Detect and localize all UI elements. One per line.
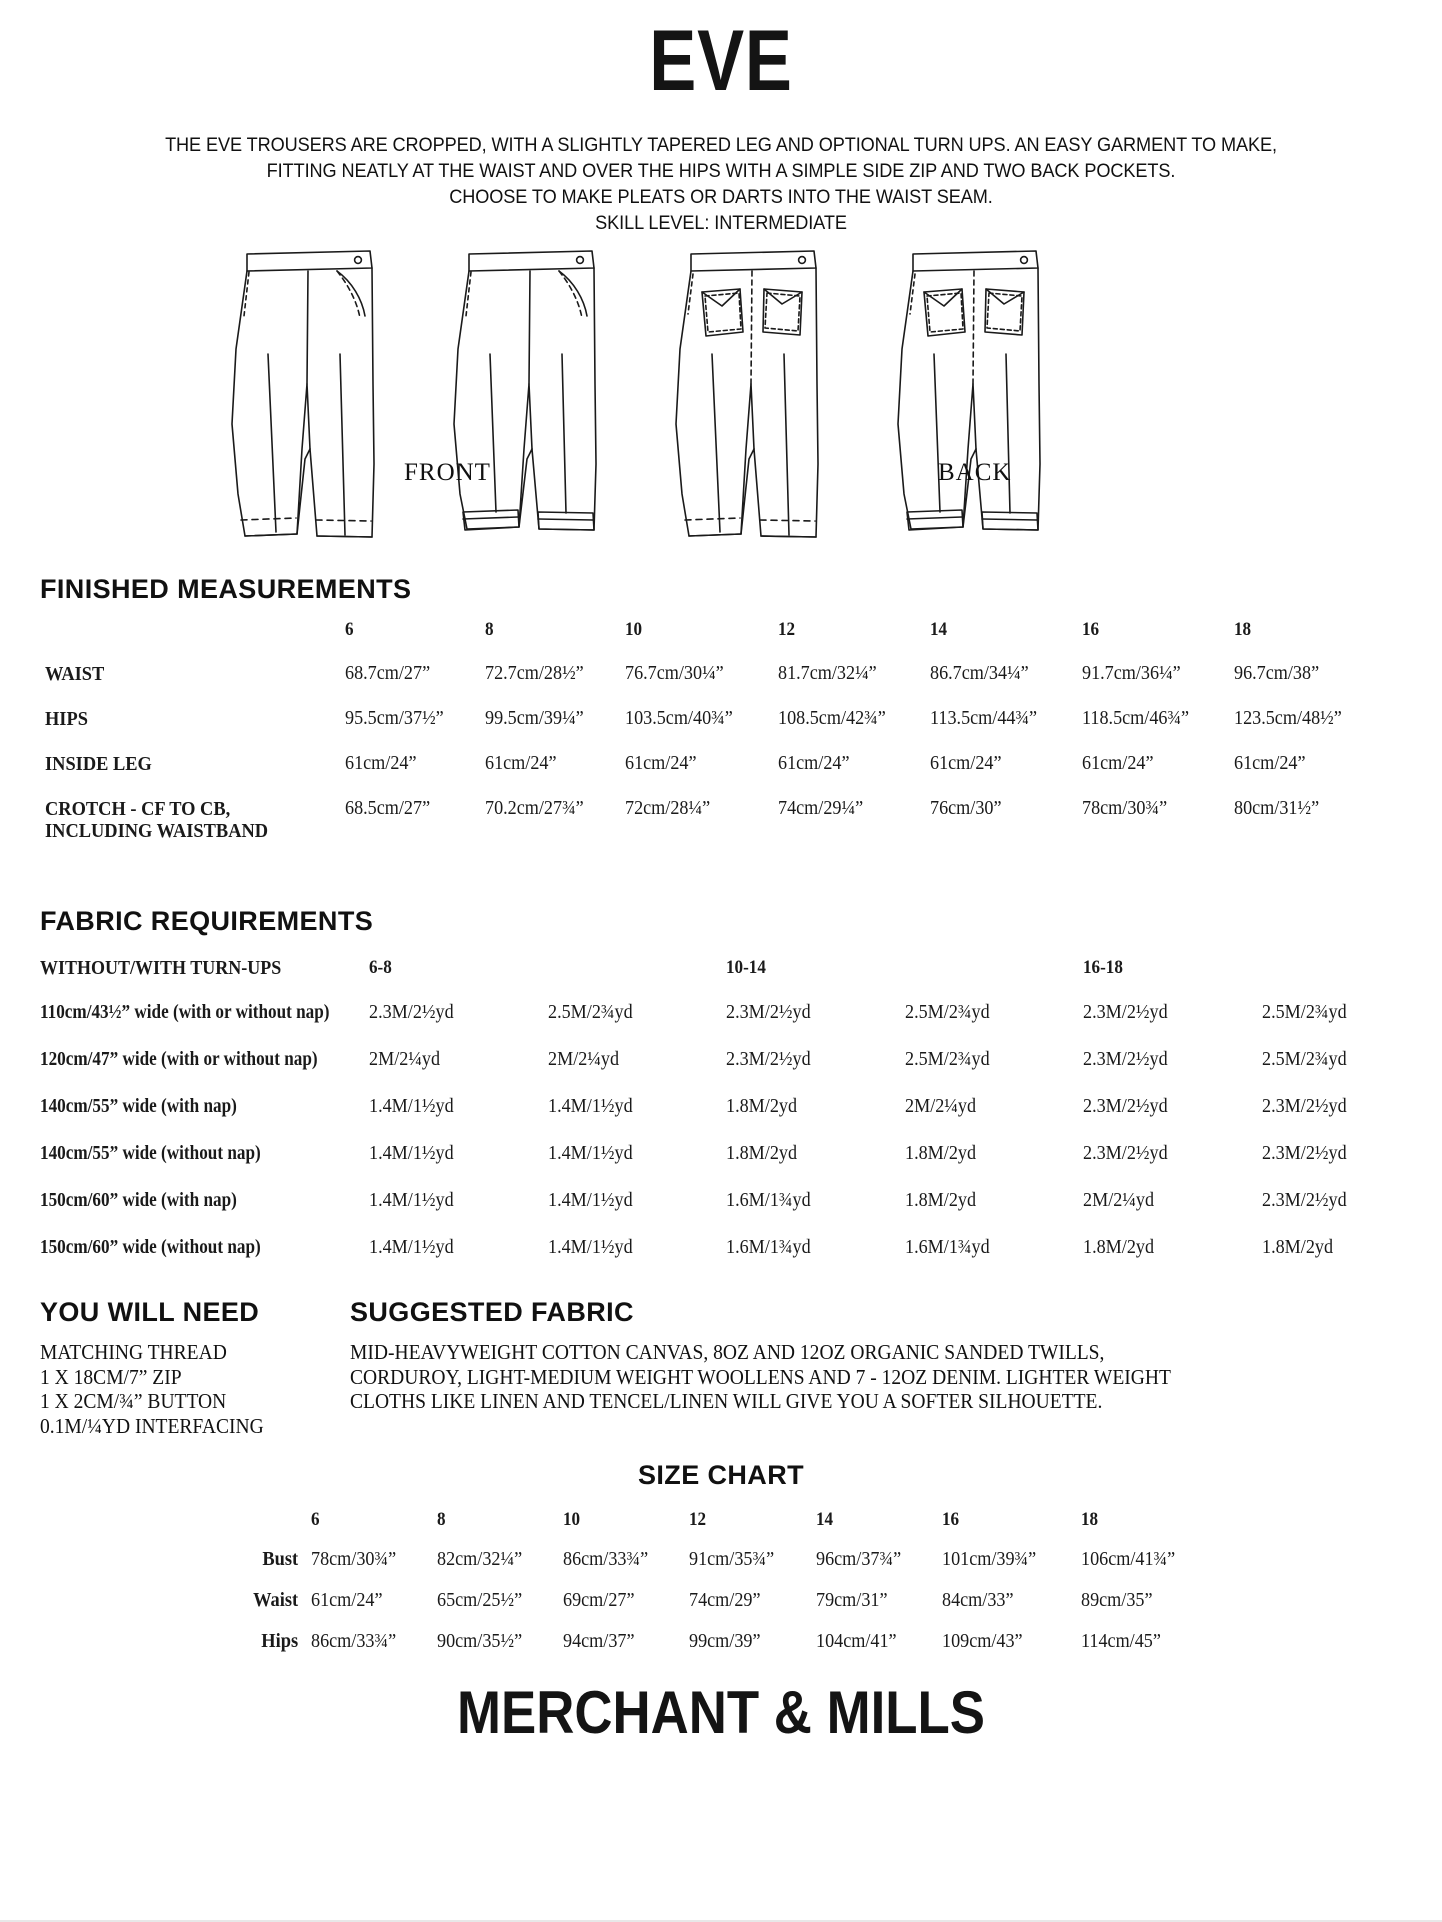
size-chart-row-label-bust: Bust [262,1548,299,1570]
row-label-crotch-line1: CROTCH - CF TO CB, [45,798,231,820]
cell-waist-14: 86.7cm/34¼” [930,663,1030,684]
cell-hips-6: 95.5cm/37½” [345,708,444,729]
size-chart-header-8: 8 [437,1509,446,1530]
technical-drawings [0,244,1442,574]
size-chart-header-6: 6 [311,1509,320,1530]
size-group-16-18: 16-18 [1083,957,1123,978]
cell-110cm-5: 2.3M/2½yd [1083,1001,1168,1023]
fabric-row-label-150cm-without-nap: 150cm/60” wide (without nap) [40,1236,261,1258]
cell-sc-waist-10: 69cm/27” [563,1589,635,1611]
size-chart-header-10: 10 [563,1509,581,1530]
table-row [40,989,1440,1036]
cell-sc-hips-12: 99cm/39” [689,1630,761,1652]
back-view-turnup [898,251,1040,530]
turnups-label: WITHOUT/WITH TURN-UPS [40,956,282,979]
fabric-requirements-heading: FABRIC REQUIREMENTS [40,906,374,936]
fabric-row-label-120cm: 120cm/47” wide (with or without nap) [40,1048,318,1070]
cell-140cm-nap-3: 1.8M/2yd [726,1095,798,1117]
you-will-need-list [40,1340,328,1438]
table-row [45,663,1387,708]
cell-140cm-nap-4: 2M/2¼yd [904,1095,976,1117]
measurement-row-label-header [45,619,315,663]
cell-inside-leg-10: 61cm/24” [624,753,697,774]
cell-140cm-nonap-5: 2.3M/2½yd [1083,1142,1168,1164]
cell-hips-18: 123.5cm/48½” [1234,708,1342,729]
cell-bust-18: 106cm/41¾” [1081,1548,1176,1570]
cell-140cm-nonap-6: 2.3M/2½yd [1261,1142,1347,1164]
cell-waist-10: 76.7cm/30¼” [624,663,724,684]
back-view-plain [676,251,818,537]
size-header-16: 16 [1082,619,1100,640]
cell-crotch-18: 80cm/31½” [1234,798,1320,819]
cell-150cm-nap-4: 1.8M/2yd [904,1189,976,1211]
cell-150cm-nonap-1: 1.4M/1½yd [369,1236,454,1258]
cell-150cm-nap-1: 1.4M/1½yd [369,1189,454,1211]
cell-hips-14: 113.5cm/44¾” [930,708,1038,729]
table-row [45,798,1387,860]
size-header-18: 18 [1234,619,1252,640]
size-chart-heading: SIZE CHART [638,1460,804,1490]
cell-110cm-2: 2.5M/2¾yd [547,1001,633,1023]
size-chart-row-label-hips: Hips [261,1630,299,1652]
table-header-row [221,1501,1221,1539]
cell-sc-waist-16: 84cm/33” [941,1589,1014,1611]
cell-crotch-16: 78cm/30¾” [1082,798,1168,819]
size-chart-corner [221,1501,311,1539]
cell-bust-16: 101cm/39¾” [941,1548,1036,1570]
cell-crotch-8: 70.2cm/27¾” [484,798,584,819]
cell-150cm-nonap-2: 1.4M/1½yd [547,1236,633,1258]
size-header-14: 14 [930,619,948,640]
suggested-fabric-text [350,1340,1310,1414]
suggested-fabric-heading: SUGGESTED FABRIC [350,1297,634,1327]
cell-sc-hips-6: 86cm/33¾” [311,1630,397,1652]
back-view-label: BACK [938,459,1012,486]
notions-and-fabric-section [0,1297,1442,1438]
cell-sc-waist-6: 61cm/24” [311,1589,383,1611]
table-row [40,1083,1440,1130]
row-label-crotch [45,798,321,860]
fabric-row-label-110cm: 110cm/43½” wide (with or without nap) [40,1001,330,1023]
cell-150cm-nap-2: 1.4M/1½yd [547,1189,633,1211]
cell-sc-waist-8: 65cm/25½” [437,1589,523,1611]
intro-line-1: THE EVE TROUSERS ARE CROPPED, WITH A SLIGHTLY TAPERED LEG AND OPTIONAL TURN UPS. AN EASY GARMENT TO MAKE, [165,134,1277,156]
cell-waist-12: 81.7cm/32¼” [777,663,877,684]
suggested-fabric-block [350,1297,1442,1438]
fabric-row-label-140cm-with-nap: 140cm/55” wide (with nap) [40,1095,237,1117]
cell-140cm-nap-1: 1.4M/1½yd [369,1095,454,1117]
cell-bust-14: 96cm/37¾” [815,1548,901,1570]
intro-line-3: CHOOSE TO MAKE PLEATS OR DARTS INTO THE WAIST SEAM. [449,186,993,208]
cell-sc-hips-18: 114cm/45” [1081,1630,1162,1652]
fabric-requirements-table [40,947,1440,1271]
cell-sc-hips-10: 94cm/37” [563,1630,635,1652]
row-label-waist: WAIST [45,663,105,685]
cell-150cm-nap-6: 2.3M/2½yd [1261,1189,1347,1211]
cell-150cm-nonap-5: 1.8M/2yd [1083,1236,1155,1258]
size-chart-header-14: 14 [815,1509,833,1530]
cell-bust-6: 78cm/30¾” [311,1548,397,1570]
cell-waist-6: 68.7cm/27” [345,663,431,684]
cell-inside-leg-16: 61cm/24” [1082,753,1154,774]
cell-crotch-14: 76cm/30” [930,798,1002,819]
page-title: EVE [649,13,793,109]
size-chart-header-18: 18 [1081,1509,1099,1530]
front-view-turnup [454,251,596,530]
cell-crotch-6: 68.5cm/27” [345,798,431,819]
cell-bust-12: 91cm/35¾” [689,1548,775,1570]
trouser-line-drawings [0,244,1442,574]
cell-sc-hips-14: 104cm/41” [815,1630,897,1652]
cell-140cm-nap-2: 1.4M/1½yd [547,1095,633,1117]
size-chart-header-16: 16 [941,1509,959,1530]
intro-paragraph [50,132,1391,236]
cell-bust-8: 82cm/32¼” [437,1548,523,1570]
cell-150cm-nap-3: 1.6M/1¾yd [726,1189,811,1211]
front-view-plain [232,251,374,537]
cell-waist-18: 96.7cm/38” [1234,663,1320,684]
suggested-fabric-line-1: MID-HEAVYWEIGHT COTTON CANVAS, 8OZ AND 12OZ ORGANIC SANDED TWILLS, [350,1340,1105,1364]
table-row [40,1177,1440,1224]
you-will-need-block [40,1297,350,1438]
cell-150cm-nonap-3: 1.6M/1¾yd [726,1236,811,1258]
list-item: MATCHING THREAD [40,1340,227,1364]
table-row [45,708,1387,753]
front-view-label: FRONT [404,459,491,486]
cell-inside-leg-6: 61cm/24” [345,753,417,774]
cell-140cm-nonap-3: 1.8M/2yd [726,1142,798,1164]
size-header-6: 6 [345,619,354,640]
table-row [221,1621,1221,1662]
size-group-6-8: 6-8 [369,957,392,978]
table-row [40,1224,1440,1271]
cell-sc-waist-14: 79cm/31” [815,1589,888,1611]
cell-150cm-nonap-4: 1.6M/1¾yd [904,1236,990,1258]
brand-logo: MERCHANT & MILLS [457,1679,985,1746]
finished-measurements-heading: FINISHED MEASUREMENTS [40,574,412,604]
cell-120cm-4: 2.5M/2¾yd [904,1048,990,1070]
cell-150cm-nonap-6: 1.8M/2yd [1261,1236,1333,1258]
cell-120cm-5: 2.3M/2½yd [1083,1048,1168,1070]
cell-bust-10: 86cm/33¾” [563,1548,649,1570]
cell-120cm-2: 2M/2¼yd [547,1048,619,1070]
fabric-row-label-140cm-without-nap: 140cm/55” wide (without nap) [40,1142,261,1164]
size-header-12: 12 [777,619,795,640]
cell-140cm-nap-6: 2.3M/2½yd [1261,1095,1347,1117]
cell-sc-hips-8: 90cm/35½” [437,1630,523,1652]
cell-140cm-nap-5: 2.3M/2½yd [1083,1095,1168,1117]
cell-120cm-1: 2M/2¼yd [369,1048,441,1070]
table-row [221,1580,1221,1621]
cell-150cm-nap-5: 2M/2¼yd [1083,1189,1155,1211]
cell-hips-10: 103.5cm/40¾” [624,708,733,729]
size-chart-header-12: 12 [689,1509,707,1530]
cell-110cm-6: 2.5M/2¾yd [1261,1001,1347,1023]
cell-120cm-6: 2.5M/2¾yd [1261,1048,1347,1070]
cell-waist-8: 72.7cm/28½” [484,663,584,684]
cell-inside-leg-18: 61cm/24” [1234,753,1306,774]
cell-inside-leg-8: 61cm/24” [484,753,557,774]
table-row [40,1036,1440,1083]
row-label-inside-leg: INSIDE LEG [45,753,152,775]
table-header-row [45,619,1387,663]
list-item: 1 X 2CM/¾” BUTTON [40,1389,227,1413]
table-row [40,1130,1440,1177]
cell-hips-8: 99.5cm/39¼” [484,708,584,729]
cell-140cm-nonap-1: 1.4M/1½yd [369,1142,454,1164]
cell-inside-leg-12: 61cm/24” [777,753,850,774]
cell-140cm-nonap-2: 1.4M/1½yd [547,1142,633,1164]
cell-120cm-3: 2.3M/2½yd [726,1048,811,1070]
fabric-row-label-150cm-with-nap: 150cm/60” wide (with nap) [40,1189,237,1211]
finished-measurements-table [45,619,1387,860]
list-item: 0.1M/¼YD INTERFACING [40,1413,264,1438]
cell-crotch-10: 72cm/28¼” [624,798,710,819]
cell-waist-16: 91.7cm/36¼” [1082,663,1182,684]
cell-inside-leg-14: 61cm/24” [930,753,1002,774]
cell-sc-hips-16: 109cm/43” [941,1630,1023,1652]
you-will-need-heading: YOU WILL NEED [40,1297,260,1327]
row-label-crotch-line2: INCLUDING WAISTBAND [45,820,269,842]
suggested-fabric-line-3: CLOTHS LIKE LINEN AND TENCEL/LINEN WILL GIVE YOU A SOFTER SILHOUETTE. [350,1389,1103,1413]
size-header-8: 8 [484,619,494,640]
cell-110cm-3: 2.3M/2½yd [726,1001,811,1023]
list-item: 1 X 18CM/7” ZIP [40,1364,182,1389]
intro-line-4: SKILL LEVEL: INTERMEDIATE [595,212,847,234]
cell-hips-12: 108.5cm/42¾” [777,708,886,729]
table-row [45,753,1387,798]
cell-sc-waist-18: 89cm/35” [1081,1589,1153,1611]
cell-crotch-12: 74cm/29¼” [777,798,863,819]
size-chart-table [221,1501,1221,1662]
cell-110cm-1: 2.3M/2½yd [369,1001,454,1023]
table-header-row [40,947,1440,989]
cell-110cm-4: 2.5M/2¾yd [904,1001,990,1023]
suggested-fabric-line-2: CORDUROY, LIGHT-MEDIUM WEIGHT WOOLLENS AND 7 - 12OZ DENIM. LIGHTER WEIGHT [350,1364,1171,1389]
size-chart-row-label-waist: Waist [253,1589,299,1611]
intro-line-2: FITTING NEATLY AT THE WAIST AND OVER THE HIPS WITH A SIMPLE SIDE ZIP AND TWO BACK POCKETS. [266,160,1176,182]
size-group-10-14: 10-14 [726,957,766,978]
size-header-10: 10 [624,619,642,640]
cell-sc-waist-12: 74cm/29” [689,1589,761,1611]
cell-140cm-nonap-4: 1.8M/2yd [904,1142,976,1164]
row-label-hips: HIPS [45,708,88,730]
cell-hips-16: 118.5cm/46¾” [1082,708,1190,729]
table-row [221,1539,1221,1580]
